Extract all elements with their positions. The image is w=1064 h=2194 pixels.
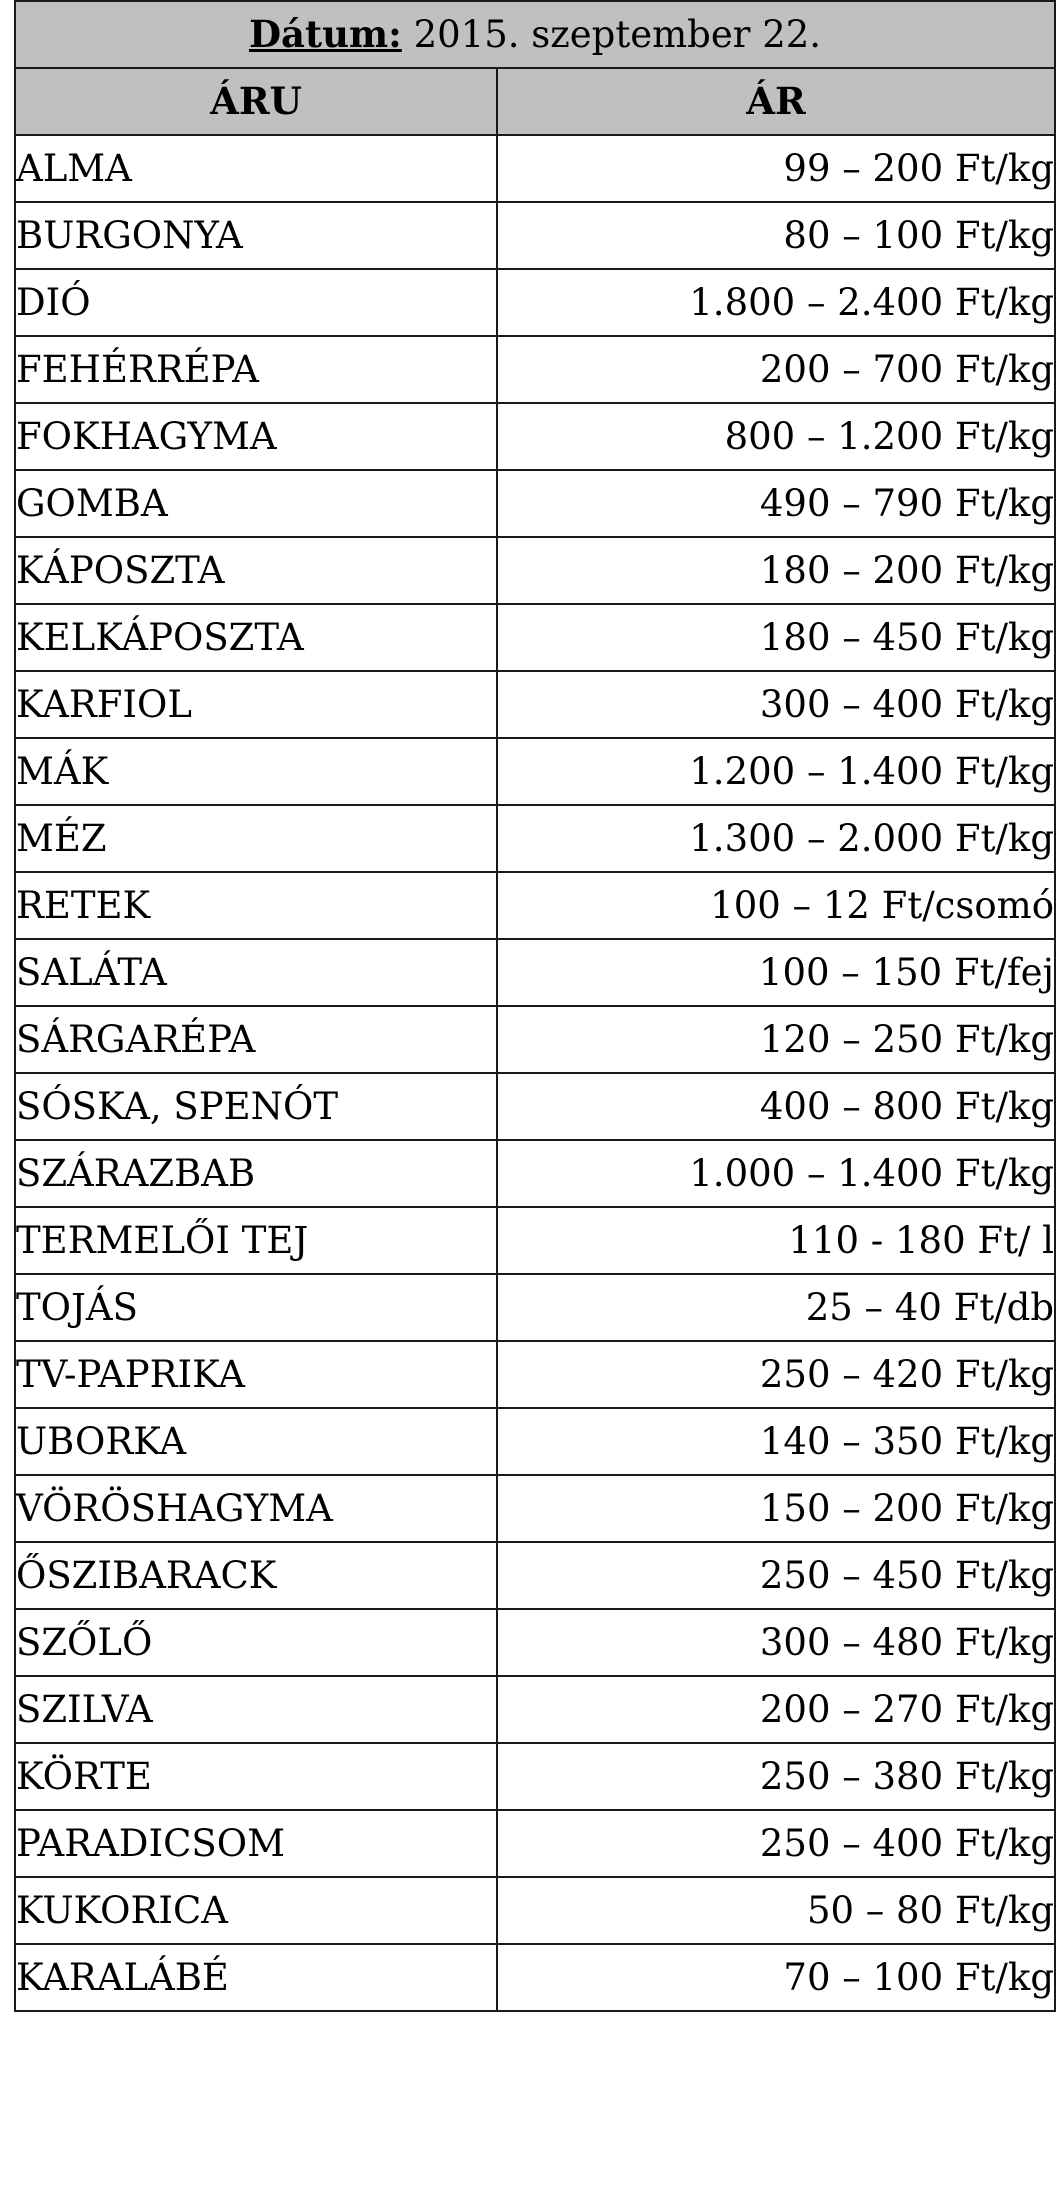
item-price: 490 – 790 Ft/kg — [497, 470, 1055, 537]
table-row — [15, 1408, 1055, 1475]
table-row — [15, 202, 1055, 269]
item-name: TERMELŐI TEJ — [15, 1207, 497, 1274]
item-name: TOJÁS — [15, 1274, 497, 1341]
item-name: SZILVA — [15, 1676, 497, 1743]
table-row — [15, 537, 1055, 604]
table-row — [15, 1609, 1055, 1676]
item-name: MÉZ — [15, 805, 497, 872]
table-row — [15, 1542, 1055, 1609]
table-row — [15, 1207, 1055, 1274]
table-row — [15, 805, 1055, 872]
item-price: 150 – 200 Ft/kg — [497, 1475, 1055, 1542]
item-name: KUKORICA — [15, 1877, 497, 1944]
item-name: GOMBA — [15, 470, 497, 537]
item-name: DIÓ — [15, 269, 497, 336]
item-name: TV-PAPRIKA — [15, 1341, 497, 1408]
table-row — [15, 604, 1055, 671]
item-name: BURGONYA — [15, 202, 497, 269]
item-price: 100 – 150 Ft/fej — [497, 939, 1055, 1006]
item-name: KELKÁPOSZTA — [15, 604, 497, 671]
table-row — [15, 135, 1055, 202]
price-table — [14, 0, 1056, 2012]
price-sheet — [14, 0, 1054, 2012]
table-row — [15, 1743, 1055, 1810]
item-name: KÖRTE — [15, 1743, 497, 1810]
table-row — [15, 738, 1055, 805]
table-row — [15, 470, 1055, 537]
table-row — [15, 1877, 1055, 1944]
table-row — [15, 336, 1055, 403]
table-row — [15, 1810, 1055, 1877]
item-price: 800 – 1.200 Ft/kg — [497, 403, 1055, 470]
item-price: 250 – 380 Ft/kg — [497, 1743, 1055, 1810]
table-row — [15, 403, 1055, 470]
item-name: FOKHAGYMA — [15, 403, 497, 470]
column-header-row — [15, 68, 1055, 135]
table-body — [15, 135, 1055, 2011]
date-label: Dátum: — [248, 12, 402, 56]
item-price: 1.000 – 1.400 Ft/kg — [497, 1140, 1055, 1207]
item-price: 400 – 800 Ft/kg — [497, 1073, 1055, 1140]
item-name: MÁK — [15, 738, 497, 805]
item-price: 70 – 100 Ft/kg — [497, 1944, 1055, 2011]
item-name: PARADICSOM — [15, 1810, 497, 1877]
item-price: 50 – 80 Ft/kg — [497, 1877, 1055, 1944]
item-price: 250 – 450 Ft/kg — [497, 1542, 1055, 1609]
item-name: ŐSZIBARACK — [15, 1542, 497, 1609]
item-price: 140 – 350 Ft/kg — [497, 1408, 1055, 1475]
table-row — [15, 1006, 1055, 1073]
table-row — [15, 872, 1055, 939]
item-name: SÁRGARÉPA — [15, 1006, 497, 1073]
item-price: 250 – 400 Ft/kg — [497, 1810, 1055, 1877]
item-price: 180 – 200 Ft/kg — [497, 537, 1055, 604]
table-row — [15, 1274, 1055, 1341]
item-price: 80 – 100 Ft/kg — [497, 202, 1055, 269]
date-cell — [15, 1, 1055, 68]
table-row — [15, 1140, 1055, 1207]
item-price: 25 – 40 Ft/db — [497, 1274, 1055, 1341]
item-name: SALÁTA — [15, 939, 497, 1006]
item-name: UBORKA — [15, 1408, 497, 1475]
item-price: 300 – 400 Ft/kg — [497, 671, 1055, 738]
item-name: ALMA — [15, 135, 497, 202]
item-name: SÓSKA, SPENÓT — [15, 1073, 497, 1140]
table-row — [15, 1944, 1055, 2011]
item-price: 200 – 700 Ft/kg — [497, 336, 1055, 403]
item-price: 99 – 200 Ft/kg — [497, 135, 1055, 202]
item-name: SZŐLŐ — [15, 1609, 497, 1676]
item-price: 200 – 270 Ft/kg — [497, 1676, 1055, 1743]
item-price: 110 - 180 Ft/ l — [497, 1207, 1055, 1274]
date-row — [15, 1, 1055, 68]
item-name: SZÁRAZBAB — [15, 1140, 497, 1207]
column-header-item: ÁRU — [15, 68, 497, 135]
table-row — [15, 671, 1055, 738]
table-row — [15, 269, 1055, 336]
item-name: KÁPOSZTA — [15, 537, 497, 604]
item-price: 1.800 – 2.400 Ft/kg — [497, 269, 1055, 336]
item-name: FEHÉRRÉPA — [15, 336, 497, 403]
item-price: 1.300 – 2.000 Ft/kg — [497, 805, 1055, 872]
table-row — [15, 1073, 1055, 1140]
item-price: 120 – 250 Ft/kg — [497, 1006, 1055, 1073]
item-name: KARFIOL — [15, 671, 497, 738]
item-price: 180 – 450 Ft/kg — [497, 604, 1055, 671]
item-name: RETEK — [15, 872, 497, 939]
table-row — [15, 939, 1055, 1006]
table-row — [15, 1341, 1055, 1408]
table-row — [15, 1475, 1055, 1542]
item-price: 250 – 420 Ft/kg — [497, 1341, 1055, 1408]
item-name: KARALÁBÉ — [15, 1944, 497, 2011]
item-price: 300 – 480 Ft/kg — [497, 1609, 1055, 1676]
column-header-price: ÁR — [497, 68, 1055, 135]
item-price: 100 – 12 Ft/csomó — [497, 872, 1055, 939]
date-value: 2015. szeptember 22. — [401, 13, 822, 56]
table-row — [15, 1676, 1055, 1743]
item-name: VÖRÖSHAGYMA — [15, 1475, 497, 1542]
item-price: 1.200 – 1.400 Ft/kg — [497, 738, 1055, 805]
